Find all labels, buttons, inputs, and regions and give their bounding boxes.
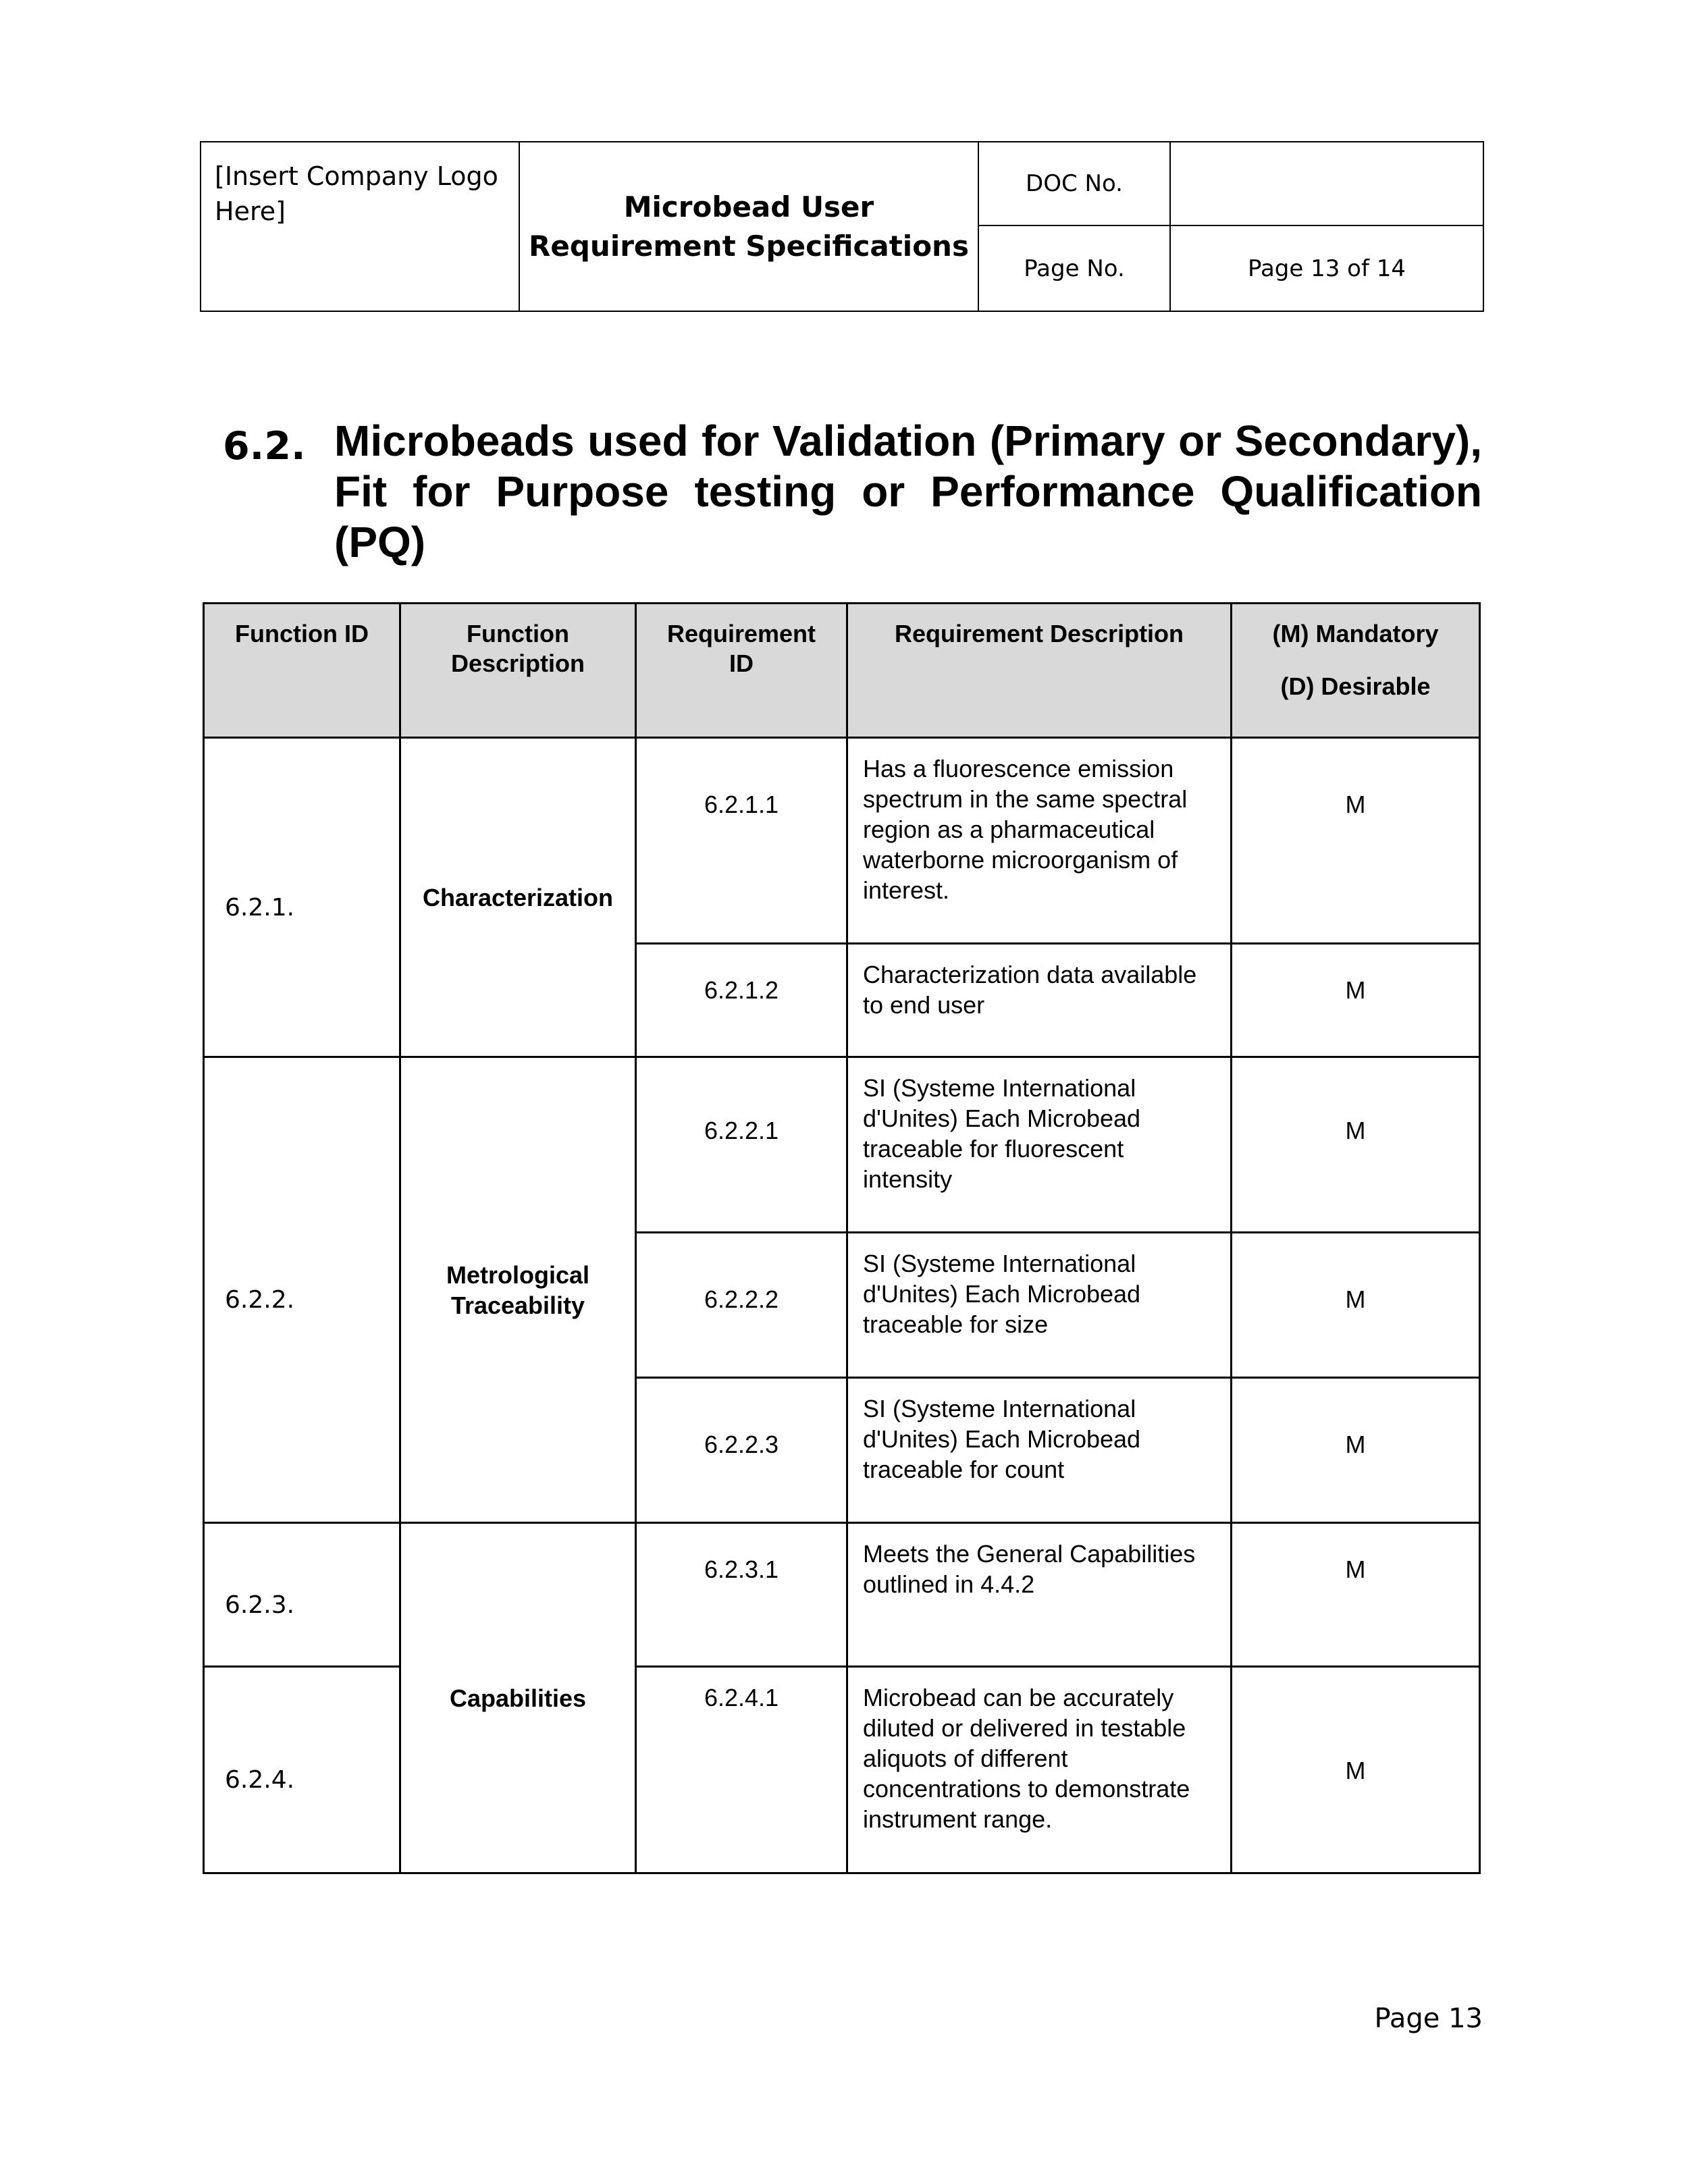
function-description-cell: Capabilities (400, 1523, 636, 1873)
header-mandatory-desirable (1232, 604, 1480, 738)
requirement-id-cell: 6.2.2.1 (636, 1057, 847, 1233)
header-function-description (400, 604, 636, 738)
requirement-id-cell: 6.2.2.2 (636, 1233, 847, 1378)
mandatory-cell: M (1232, 1233, 1480, 1378)
requirement-description-cell: SI (Systeme International d'Unites) Each Microbead traceable for size (847, 1233, 1232, 1378)
function-id-cell: 6.2.1. (204, 738, 400, 1057)
table-row (204, 1523, 1480, 1667)
table-row (204, 738, 1480, 944)
requirement-description-cell: Has a fluorescence emission spectrum in the same spectral region as a pharmaceutical waterborne microorganism of interest. (847, 738, 1232, 944)
function-description-cell: Characterization (400, 738, 636, 1057)
requirement-description-cell: Characterization data available to end user (847, 944, 1232, 1057)
mandatory-cell: M (1232, 1378, 1480, 1523)
mandatory-cell: M (1232, 1057, 1480, 1233)
function-id-cell: 6.2.3. (204, 1523, 400, 1667)
function-description-cell (400, 1057, 636, 1523)
header-desirable: (D) Desirable (1280, 672, 1431, 700)
mandatory-cell: M (1232, 1667, 1480, 1873)
header-requirement-description: Requirement Description (847, 604, 1232, 738)
function-id-cell: 6.2.2. (204, 1057, 400, 1523)
table-row (204, 1057, 1480, 1233)
requirement-id-cell: 6.2.1.1 (636, 738, 847, 944)
requirement-description-cell: SI (Systeme International d'Unites) Each Microbead traceable for fluorescent intensity (847, 1057, 1232, 1233)
header-function-id: Function ID (204, 604, 400, 738)
company-logo-placeholder: [Insert Company Logo Here] (201, 142, 519, 311)
section-title (334, 416, 1482, 568)
requirement-id-cell: 6.2.2.3 (636, 1378, 847, 1523)
table-row (204, 1667, 1480, 1873)
page-no-label: Page No. (978, 225, 1170, 311)
section-title-line: Microbeads used for Validation (Primary or Secondary), (334, 417, 1482, 465)
requirement-id-cell: 6.2.3.1 (636, 1523, 847, 1667)
header-mandatory: (M) Mandatory (1272, 620, 1439, 647)
function-description-label: Metrological Traceability (446, 1260, 590, 1319)
section-number: 6.2. (223, 424, 306, 469)
section-title-line: (PQ) (334, 518, 426, 566)
requirements-table (203, 602, 1481, 1874)
header-requirement-id (636, 604, 847, 738)
mandatory-cell: M (1232, 738, 1480, 944)
mandatory-cell: M (1232, 1523, 1480, 1667)
mandatory-cell: M (1232, 944, 1480, 1057)
doc-no-label: DOC No. (978, 142, 1170, 225)
requirement-id-cell: 6.2.1.2 (636, 944, 847, 1057)
header-function-description-label: Function Description (450, 620, 585, 677)
requirement-description-cell: SI (Systeme International d'Unites) Each Microbead traceable for count (847, 1378, 1232, 1523)
function-id-cell: 6.2.4. (204, 1667, 400, 1873)
page-no-value: Page 13 of 14 (1170, 225, 1483, 311)
document-title: Microbead User Requirement Specifications (519, 142, 978, 311)
requirement-description-cell: Meets the General Capabilities outlined in 4.4.2 (847, 1523, 1232, 1667)
document-header (200, 141, 1484, 312)
requirement-description-cell: Microbead can be accurately diluted or delivered in testable aliquots of different concentrations to demonstrate instrument range. (847, 1667, 1232, 1873)
requirement-id-cell: 6.2.4.1 (636, 1667, 847, 1873)
section-title-line: Fit for Purpose testing or Performance Qualification (334, 467, 1482, 516)
header-requirement-id-label: Requirement ID (666, 620, 816, 677)
doc-no-value (1170, 142, 1483, 225)
page-footer: Page 13 (1374, 2003, 1483, 2034)
